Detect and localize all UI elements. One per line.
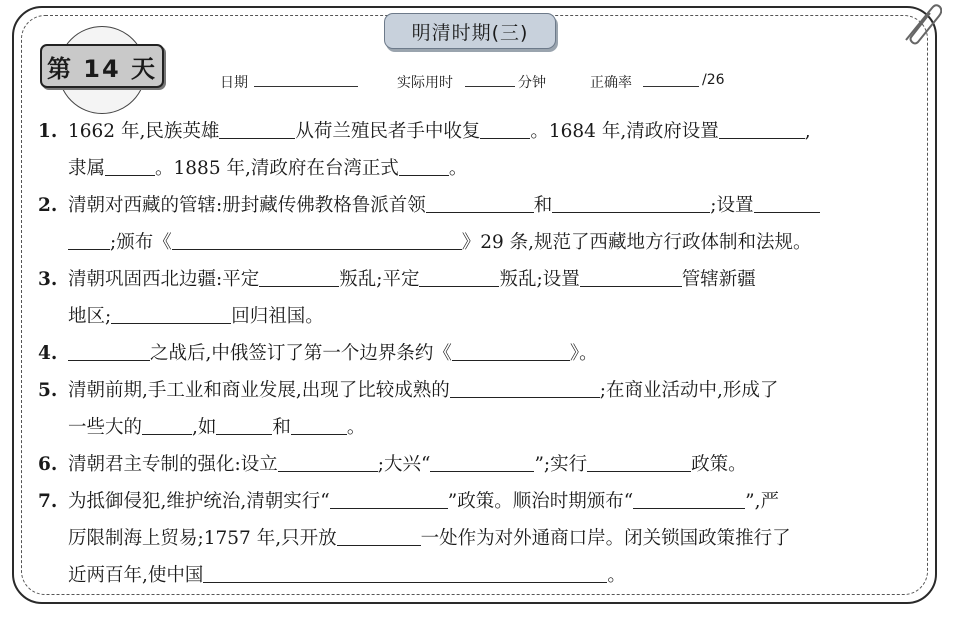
question-text: ;颁布《 <box>110 232 172 253</box>
answer-blank[interactable] <box>68 231 110 250</box>
question-text: 隶属 <box>68 158 106 179</box>
answer-blank[interactable] <box>633 490 745 509</box>
question-6 <box>38 453 747 477</box>
question-text: 从荷兰殖民者手中收复 <box>295 121 481 142</box>
answer-blank[interactable] <box>337 527 421 546</box>
question-text: , <box>804 121 811 142</box>
question-number: 2. <box>38 195 58 216</box>
question-text: ”,严 <box>745 491 779 512</box>
question-5 <box>38 379 778 403</box>
answer-blank[interactable] <box>419 268 499 287</box>
answer-blank[interactable] <box>719 120 805 139</box>
question-text: 厉限制海上贸易;1757 年,只开放 <box>68 528 337 549</box>
question-text: 清朝君主专制的强化:设立 <box>68 454 278 475</box>
question-text: 。1885 年,清政府在台湾正式 <box>155 158 399 179</box>
answer-blank[interactable] <box>111 305 231 324</box>
question-text: 之战后,中俄签订了第一个边界条约《 <box>150 343 452 364</box>
answer-blank[interactable] <box>291 416 347 435</box>
question-text: 一处作为对外通商口岸。闭关锁国政策推行了 <box>420 528 791 549</box>
question-number: 6. <box>38 454 58 475</box>
question-2 <box>38 194 820 218</box>
answer-blank[interactable] <box>142 416 192 435</box>
accuracy-label: 正确率 <box>590 75 632 91</box>
paperclip-icon <box>896 0 942 46</box>
question-text: 回归祖国。 <box>231 306 324 327</box>
question-text: ”;实行 <box>534 454 588 475</box>
question-1 <box>38 120 811 144</box>
question-text: 》。 <box>569 343 598 364</box>
question-1-line-2 <box>68 157 467 181</box>
question-number: 5. <box>38 380 58 401</box>
answer-blank[interactable] <box>330 490 448 509</box>
question-text: 1662 年,民族英雄 <box>68 121 220 142</box>
question-text: ”政策。顺治时期颁布“ <box>447 491 634 512</box>
minutes-label: 分钟 <box>518 75 546 91</box>
question-3 <box>38 268 756 292</box>
question-text: ,如 <box>192 417 217 438</box>
answer-blank[interactable] <box>430 453 534 472</box>
question-number: 4. <box>38 343 58 364</box>
answer-blank[interactable] <box>68 342 150 361</box>
question-text: 》29 条,规范了西藏地方行政体制和法规。 <box>461 232 812 253</box>
question-5-line-2 <box>68 416 365 440</box>
question-text: 。 <box>448 158 468 179</box>
answer-blank[interactable] <box>278 453 378 472</box>
question-text: 和 <box>533 195 553 216</box>
answer-blank[interactable] <box>216 416 272 435</box>
accuracy-field[interactable] <box>643 72 699 87</box>
question-text: 。1684 年,清政府设置 <box>530 121 719 142</box>
answer-blank[interactable] <box>219 120 295 139</box>
answer-blank[interactable] <box>580 268 682 287</box>
total-label: /26 <box>702 72 725 88</box>
date-field[interactable] <box>254 72 358 87</box>
answer-blank[interactable] <box>259 268 339 287</box>
question-text: 一些大的 <box>68 417 143 438</box>
question-text: 。 <box>346 417 366 438</box>
question-text: 政策。 <box>691 454 747 475</box>
answer-blank[interactable] <box>754 194 820 213</box>
answer-blank[interactable] <box>552 194 710 213</box>
date-label: 日期 <box>220 75 248 91</box>
answer-blank[interactable] <box>480 120 530 139</box>
question-text: 叛乱;平定 <box>339 269 420 290</box>
question-number: 1. <box>38 121 58 142</box>
question-7-line-2 <box>68 527 791 551</box>
answer-blank[interactable] <box>450 379 600 398</box>
time-label: 实际用时 <box>397 75 453 91</box>
answer-blank[interactable] <box>203 564 607 583</box>
question-text: ;大兴“ <box>377 454 431 475</box>
answer-blank[interactable] <box>587 453 691 472</box>
question-text: ;在商业活动中,形成了 <box>599 380 779 401</box>
question-number: 7. <box>38 491 58 512</box>
page-title: 明清时期(三) <box>384 13 556 49</box>
question-4 <box>38 342 598 366</box>
answer-blank[interactable] <box>105 157 155 176</box>
question-text: 和 <box>272 417 291 438</box>
answer-blank[interactable] <box>426 194 534 213</box>
question-text: 清朝对西藏的管辖:册封藏传佛教格鲁派首领 <box>68 195 426 216</box>
answer-blank[interactable] <box>452 342 570 361</box>
time-field[interactable] <box>465 72 515 87</box>
question-text: ;设置 <box>710 195 754 216</box>
question-text: 叛乱;设置 <box>499 269 580 290</box>
day-badge-label: 第 14 天 <box>40 44 164 88</box>
question-text: 近两百年,使中国 <box>68 565 204 586</box>
answer-blank[interactable] <box>172 231 462 250</box>
question-text: 地区; <box>68 306 112 327</box>
question-3-line-2 <box>68 305 324 329</box>
question-text: 清朝巩固西北边疆:平定 <box>68 269 260 290</box>
question-text: 清朝前期,手工业和商业发展,出现了比较成熟的 <box>68 380 450 401</box>
question-7-line-3 <box>68 564 626 588</box>
question-text: 。 <box>607 565 626 586</box>
answer-blank[interactable] <box>399 157 449 176</box>
question-7 <box>38 490 779 514</box>
day-badge <box>40 34 164 96</box>
question-text: 为抵御侵犯,维护统治,清朝实行“ <box>68 491 330 512</box>
question-text: 管辖新疆 <box>681 269 756 290</box>
question-number: 3. <box>38 269 58 290</box>
question-2-line-2 <box>68 231 812 255</box>
